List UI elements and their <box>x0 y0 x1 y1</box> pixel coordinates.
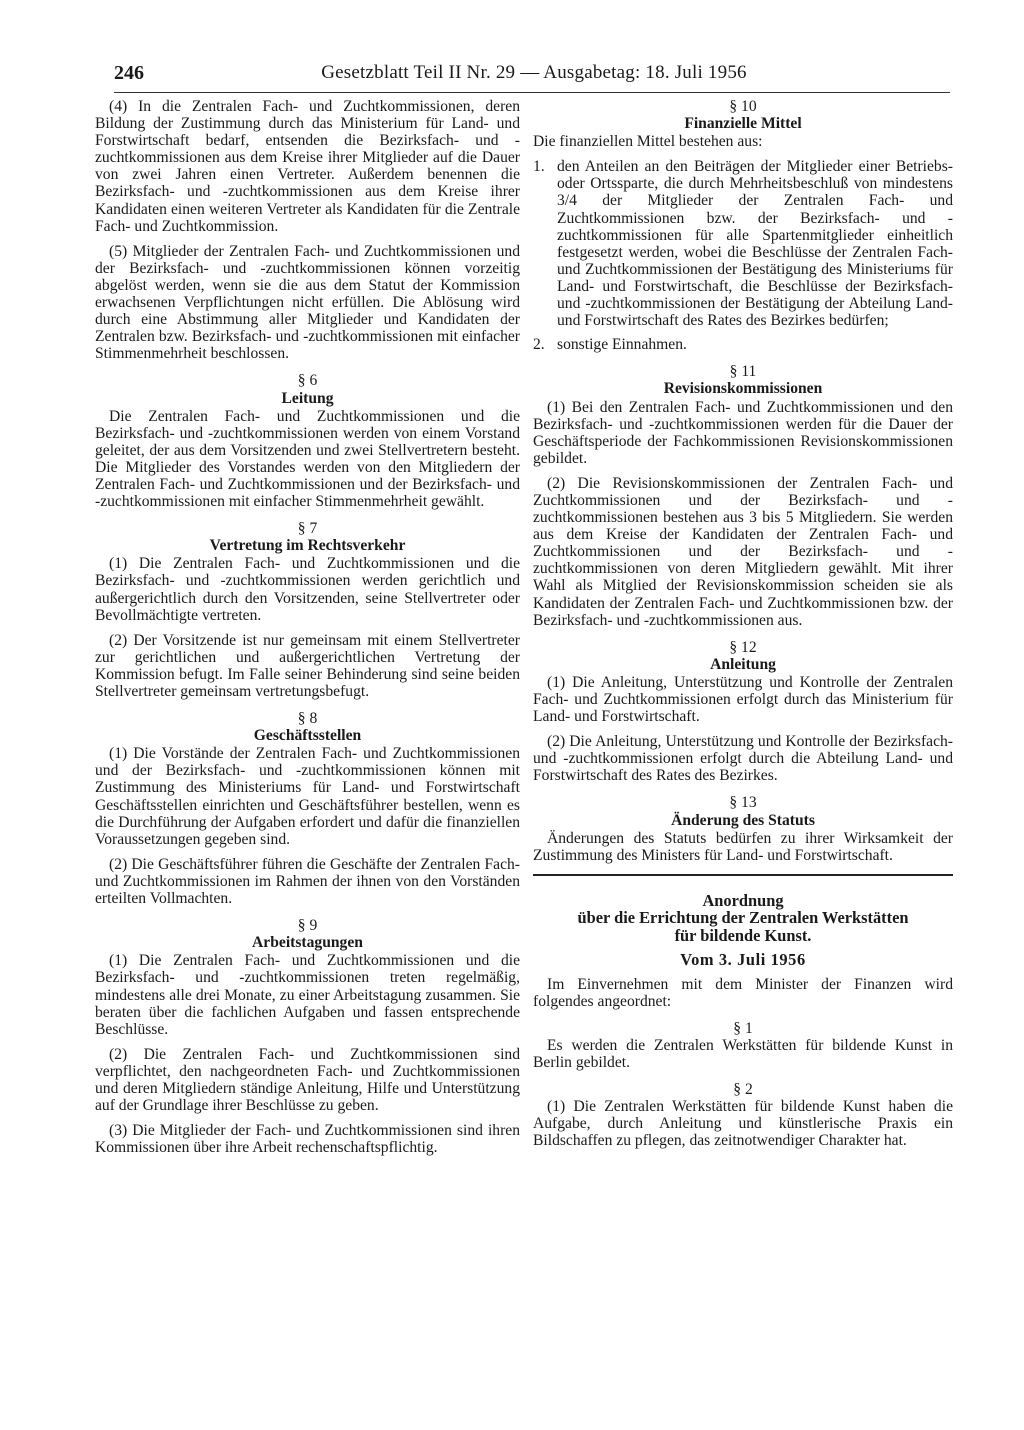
section6-title: Leitung <box>281 389 334 407</box>
section11-paragraph1: (1) Bei den Zentralen Fach- und Zuchtkommissionen und den Bezirksfach- und -zuchtkommissionen werden für die Dauer der Geschäftsperiode der Fachkommissionen Revisionskommissionen gebildet. <box>533 398 953 467</box>
header-title: Gesetzblatt Teil II Nr. 29 — Ausgabetag: 18. Juli 1956 <box>321 62 747 83</box>
list-item-number: 2. <box>533 336 545 354</box>
list-item-number: 1. <box>533 158 545 176</box>
page-header <box>114 62 954 92</box>
ordinance-intro: Im Einvernehmen mit dem Minister der Finanzen wird folgendes angeordnet: <box>533 975 953 1010</box>
section13-title: Änderung des Statuts <box>671 811 815 829</box>
section7-title: Vertretung im Rechtsverkehr <box>209 537 406 555</box>
section12-paragraph2: (2) Die Anleitung, Unterstützung und Kontrolle der Bezirksfach- und -zuchtkommissionen erfolgt durch die Abteilung Land- und Forstwirtschaft des Rates des Bezirkes. <box>533 733 953 785</box>
right-column <box>533 98 953 1158</box>
section8-paragraph1: (1) Die Vorstände der Zentralen Fach- und Zuchtkommissionen und der Bezirksfach- und -zuchtkommissionen können mit Zustimmung des Ministeriums für Land- und Forstwirtschaft Geschäftsstellen einrichten und Geschäftsführer bestellen, wenn es die Durchführung der Aufgaben erfordert und dafür die finanziellen Voraussetzungen gegeben sind. <box>95 745 520 848</box>
ordinance-section1-paragraph: Es werden die Zentralen Werkstätten für bildende Kunst in Berlin gebildet. <box>533 1037 953 1072</box>
section12-paragraph1: (1) Die Anleitung, Unterstützung und Kontrolle der Zentralen Fach- und Zuchtkommissionen erfolgt durch das Ministerium für Land- und Forstwirtschaft. <box>533 673 953 726</box>
section7-number: § 7 <box>297 520 318 538</box>
section9-paragraph2: (2) Die Zentralen Fach- und Zuchtkommissionen sind verpflichtet, den nachgeordneten Fach- und Zuchtkommissionen und deren Mitgliedern ständige Anleitung, Hilfe und Unterstützung auf der Grundlage ihrer Beschlüsse zu geben. <box>95 1045 520 1115</box>
section13-number: § 13 <box>729 794 757 812</box>
section12-title: Anleitung <box>710 655 776 673</box>
list-item <box>533 336 953 353</box>
page-number: 246 <box>114 62 144 84</box>
section6-number: § 6 <box>297 372 318 390</box>
section11-number: § 11 <box>729 363 757 381</box>
ordinance-section1-number: § 1 <box>733 1019 753 1037</box>
left-column <box>95 98 520 1164</box>
section9-number: § 9 <box>297 917 318 935</box>
section11-paragraph2: (2) Die Revisionskommissionen der Zentralen Fach- und Zuchtkommissionen und der Bezirksfach- und -zuchtkommissionen bestehen aus 3 bis 5 Mitgliedern. Sie werden aus dem Kreise der Kandidaten der Zentralen Fach- und Zuchtkommissionen und der Bezirksfach- und -zuchtkommissionen von deren Mitgliedern gewählt. Mit ihrer Wahl als Mitglied der Revisionskommission scheiden sie als Kandidaten der Zentralen Fach- und Zuchtkommissionen bzw. der Bezirksfach- und -zuchtkommissionen aus. <box>533 474 953 629</box>
section10-title: Finanzielle Mittel <box>684 115 802 133</box>
section5-paragraph4: (4) In die Zentralen Fach- und Zuchtkommissionen, deren Bildung der Zustimmung durch das Ministerium für Land- und Forstwirtschaft bedarf, entsenden die Bezirksfach- und -zuchtkommissionen aus dem Kreise ihrer Mitglieder auf die Dauer von zwei Jahren einen Vertreter. Außerdem benennen die Bezirksfach- und -zuchtkommissionen aus dem Kreise ihrer Kandidaten einen weiteren Vertreter als Kandidaten für die Zentrale Fach- und Zuchtkommission. <box>95 98 520 235</box>
section9-paragraph1: (1) Die Zentralen Fach- und Zuchtkommissionen und die Bezirksfach- und -zuchtkommissionen treten regelmäßig, mindestens alle drei Monate, zu einer Arbeitstagung zusammen. Sie beraten über die fachlichen Aufgaben und fassen entsprechende Beschlüsse. <box>95 952 520 1038</box>
section10-number: § 10 <box>729 98 757 115</box>
ordinance-date-text: Vom 3. Juli 1956 <box>680 949 806 969</box>
section8-title: Geschäftsstellen <box>253 727 362 745</box>
ordinance-title-line2: über die Errichtung der Zentralen Werkstätten <box>577 908 909 928</box>
ordinance-section2-number: § 2 <box>733 1081 753 1099</box>
section9-paragraph3: (3) Die Mitglieder der Fach- und Zuchtkommissionen sind ihren Kommissionen über ihre Arbeit rechenschaftspflichtig. <box>95 1122 520 1157</box>
section8-paragraph2: (2) Die Geschäftsführer führen die Geschäfte der Zentralen Fach- und Zuchtkommissionen im Rahmen der ihnen von den Vorständen erteilten Vollmachten. <box>95 855 520 908</box>
ordinance-title <box>533 892 953 945</box>
section7-paragraph1: (1) Die Zentralen Fach- und Zuchtkommissionen und die Bezirksfach- und -zuchtkommissionen werden gerichtlich und außergerichtlich durch den Vorsitzenden, seine Stellvertreter oder Bevollmächtigte vertreten. <box>95 555 520 624</box>
list-item-text: den Anteilen an den Beiträgen der Mitglieder einer Betriebs- oder Ortssparte, die durch Mehrheitsbeschluß von mindestens 3/4 der Mitglieder der Zentralen Fach- und Zuchtkommissionen bzw. der Bezirksfach- und -zuchtkommissionen für alle Spartenmitglieder einheitlich festgesetzt werden, wobei die Beschlüsse der Zentralen Fach- und Zuchtkommissionen der Bestätigung des Ministeriums für Land- und Forstwirtschaft, die Beschlüsse der Bezirksfach- und -zuchtkommissionen der Bestätigung der Abteilung Land- und Forstwirtschaft des Rates des Bezirkes bedürfen; <box>557 158 953 330</box>
section8-number: § 8 <box>297 710 318 728</box>
header-rule <box>114 92 950 93</box>
ordinance-section2-paragraph: (1) Die Zentralen Werkstätten für bildende Kunst haben die Aufgabe, durch Anleitung und künstlerische Praxis ein Bildschaffen zu pflegen, das zeitnotwendiger Charakter hat. <box>533 1098 953 1150</box>
ordinance-title-line1: Anordnung <box>702 890 784 910</box>
section9-title: Arbeitstagungen <box>252 934 363 952</box>
section6-paragraph: Die Zentralen Fach- und Zuchtkommissionen und die Bezirksfach- und -zuchtkommissionen werden von einem Vorstand geleitet, der aus dem Vorsitzenden und zwei Stellvertretern besteht. Die Mitglieder des Vorstandes werden von den Mitgliedern der Zentralen Fach- und Zuchtkommissionen und der Bezirksfach- und -zuchtkommissionen mit einfacher Stimmenmehrheit gewählt. <box>95 407 520 511</box>
section5-paragraph5: (5) Mitglieder der Zentralen Fach- und Zuchtkommissionen und der Bezirksfach- und -zuchtkommissionen können vorzeitig abgelöst werden, wenn sie die aus dem Statut der Kommission erwachsenen Verpflichtungen nicht erfüllen. Die Ablösung wird durch eine Abstimmung aller Mitglieder und Kandidaten der Zentralen bzw. Bezirksfach- und -zuchtkommissionen mit einfacher Stimmenmehrheit beschlossen. <box>95 242 520 363</box>
ordinance-title-line3: für bildende Kunst. <box>674 926 812 946</box>
ordinance-date <box>533 951 953 968</box>
section10-intro: Die finanziellen Mittel bestehen aus: <box>533 133 763 151</box>
section13-paragraph: Änderungen des Statuts bedürfen zu ihrer Wirksamkeit der Zustimmung des Ministers für Land- und Forstwirtschaft. <box>533 829 953 864</box>
section-divider <box>533 874 953 876</box>
section11-title: Revisionskommissionen <box>663 380 823 398</box>
list-item <box>533 158 953 329</box>
list-item-text: sonstige Einnahmen. <box>557 336 687 354</box>
section7-paragraph2: (2) Der Vorsitzende ist nur gemeinsam mit einem Stellvertreter zur gerichtlichen und außergerichtlichen Vertretung der Kommission befugt. Im Falle seiner Behinderung sind seine beiden Stellvertreter gemeinsam vertretungsbefugt. <box>95 631 520 700</box>
section12-number: § 12 <box>729 638 757 656</box>
section10-list <box>533 158 953 353</box>
